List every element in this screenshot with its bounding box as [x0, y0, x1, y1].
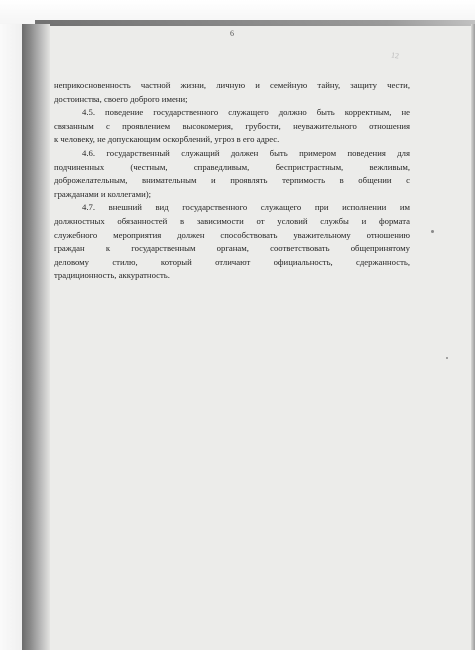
- scan-speck: [431, 230, 434, 233]
- text-line: деловому стилю, который отличают официальность, сдержанность,: [54, 256, 410, 267]
- text-line: гражданами и коллегами);: [54, 188, 152, 199]
- document-body: [54, 79, 410, 283]
- text-line: 4.5. поведение государственного служащего должно быть корректным, не: [82, 107, 410, 118]
- binding-shadow: [22, 24, 50, 650]
- faint-corner-mark: 12: [390, 50, 400, 61]
- scan-speck: [446, 357, 448, 359]
- text-line: связанным с проявлением высокомерия, грубости, неуважительного отношения: [54, 120, 410, 131]
- text-line: должностных обязанностей в зависимости от условий службы и формата: [54, 215, 410, 226]
- scan-right-edge: [471, 24, 475, 650]
- text-line: 4.7. внешний вид государственного служащего при исполнении им: [82, 202, 410, 213]
- page-number: 6: [230, 29, 234, 38]
- text-line: доброжелательным, внимательным и проявлять терпимость в общении с: [54, 175, 410, 186]
- text-line: служебного мероприятия должен способствовать уважительному отношению: [54, 229, 410, 240]
- text-line: 4.6. государственный служащий должен быть примером поведения для: [82, 147, 410, 158]
- text-line: неприкосновенность частной жизни, личную и семейную тайну, защиту чести,: [54, 80, 410, 90]
- text-line: подчиненных (честным, справедливым, беспристрастным, вежливым,: [54, 161, 410, 172]
- text-line: традиционность, аккуратность.: [54, 270, 170, 281]
- scan-top-shadow: [35, 20, 475, 26]
- text-line: достоинства, своего доброго имени;: [54, 93, 188, 104]
- text-line: граждан к государственным органам, соответствовать общепринятому: [54, 243, 410, 254]
- text-line: к человеку, не допускающим оскорблений, угроз в его адрес.: [54, 134, 280, 145]
- scan-left-margin: [0, 24, 22, 650]
